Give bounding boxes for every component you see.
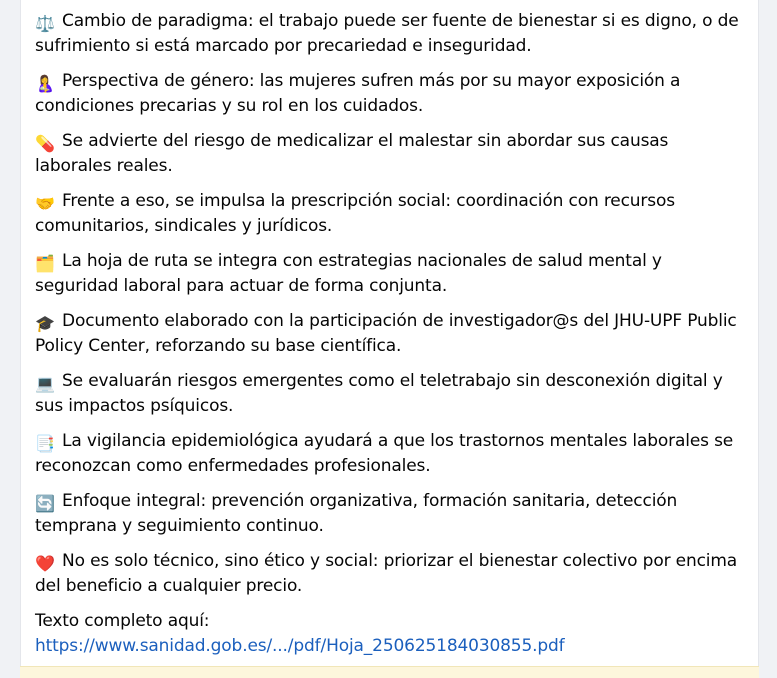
folder-icon: 🗂️: [35, 254, 55, 273]
laptop-icon: 💻: [35, 374, 55, 393]
paragraph-text: Documento elaborado con la participación de investigador@s del JHU-UPF Public Policy Center, reforzando su base científica.: [35, 311, 737, 356]
paragraph-text: Se evaluarán riesgos emergentes como el teletrabajo sin desconexión digital y sus impactos psíquicos.: [35, 371, 723, 416]
post-paragraph: [35, 429, 747, 479]
next-section-strip: [20, 666, 759, 678]
post-paragraph: [35, 69, 747, 119]
pill-icon: 💊: [35, 134, 55, 153]
handshake-icon: 🤝: [35, 194, 55, 213]
paragraph-text: Cambio de paradigma: el trabajo puede ser fuente de bienestar si es digno, o de sufrimiento si está marcado por precariedad e inseguridad.: [35, 11, 739, 56]
paragraph-text: Frente a eso, se impulsa la prescripción social: coordinación con recursos comunitarios, sindicales y jurídicos.: [35, 191, 675, 236]
post-body: [35, 9, 747, 669]
paragraph-text: La hoja de ruta se integra con estrategias nacionales de salud mental y seguridad laboral para actuar de forma conjunta.: [35, 251, 662, 296]
paragraph-text: La vigilancia epidemiológica ayudará a que los trastornos mentales laborales se reconozcan como enfermedades profesionales.: [35, 431, 734, 476]
document-icon: 📑: [35, 434, 55, 453]
full-text-section: [35, 609, 747, 659]
post-paragraph: [35, 309, 747, 359]
post-paragraph: [35, 489, 747, 539]
cycle-arrows-icon: 🔄: [35, 494, 55, 513]
post-paragraph: [35, 549, 747, 599]
post-paragraph: [35, 189, 747, 239]
paragraph-text: Enfoque integral: prevención organizativa, formación sanitaria, detección temprana y seguimiento continuo.: [35, 491, 678, 536]
post-paragraph: [35, 129, 747, 179]
paragraph-text: Perspectiva de género: las mujeres sufren más por su mayor exposición a condiciones precarias y su rol en los cuidados.: [35, 71, 681, 116]
post-card: [20, 0, 759, 666]
graduation-cap-icon: 🎓: [35, 314, 55, 333]
post-paragraph: [35, 9, 747, 59]
paragraph-text: No es solo técnico, sino ético y social: priorizar el bienestar colectivo por encima del beneficio a cualquier precio.: [35, 551, 738, 596]
full-text-label: Texto completo aquí:: [35, 611, 210, 631]
balance-scale-icon: ⚖️: [35, 14, 55, 33]
full-text-link[interactable]: https://www.sanidad.gob.es/.../pdf/Hoja_250625184030855.pdf: [35, 636, 565, 656]
red-heart-icon: ❤️: [35, 554, 55, 573]
woman-carrying-icon: 🤱: [35, 74, 55, 93]
paragraph-text: Se advierte del riesgo de medicalizar el malestar sin abordar sus causas laborales reales.: [35, 131, 669, 176]
post-paragraph: [35, 369, 747, 419]
post-paragraph: [35, 249, 747, 299]
